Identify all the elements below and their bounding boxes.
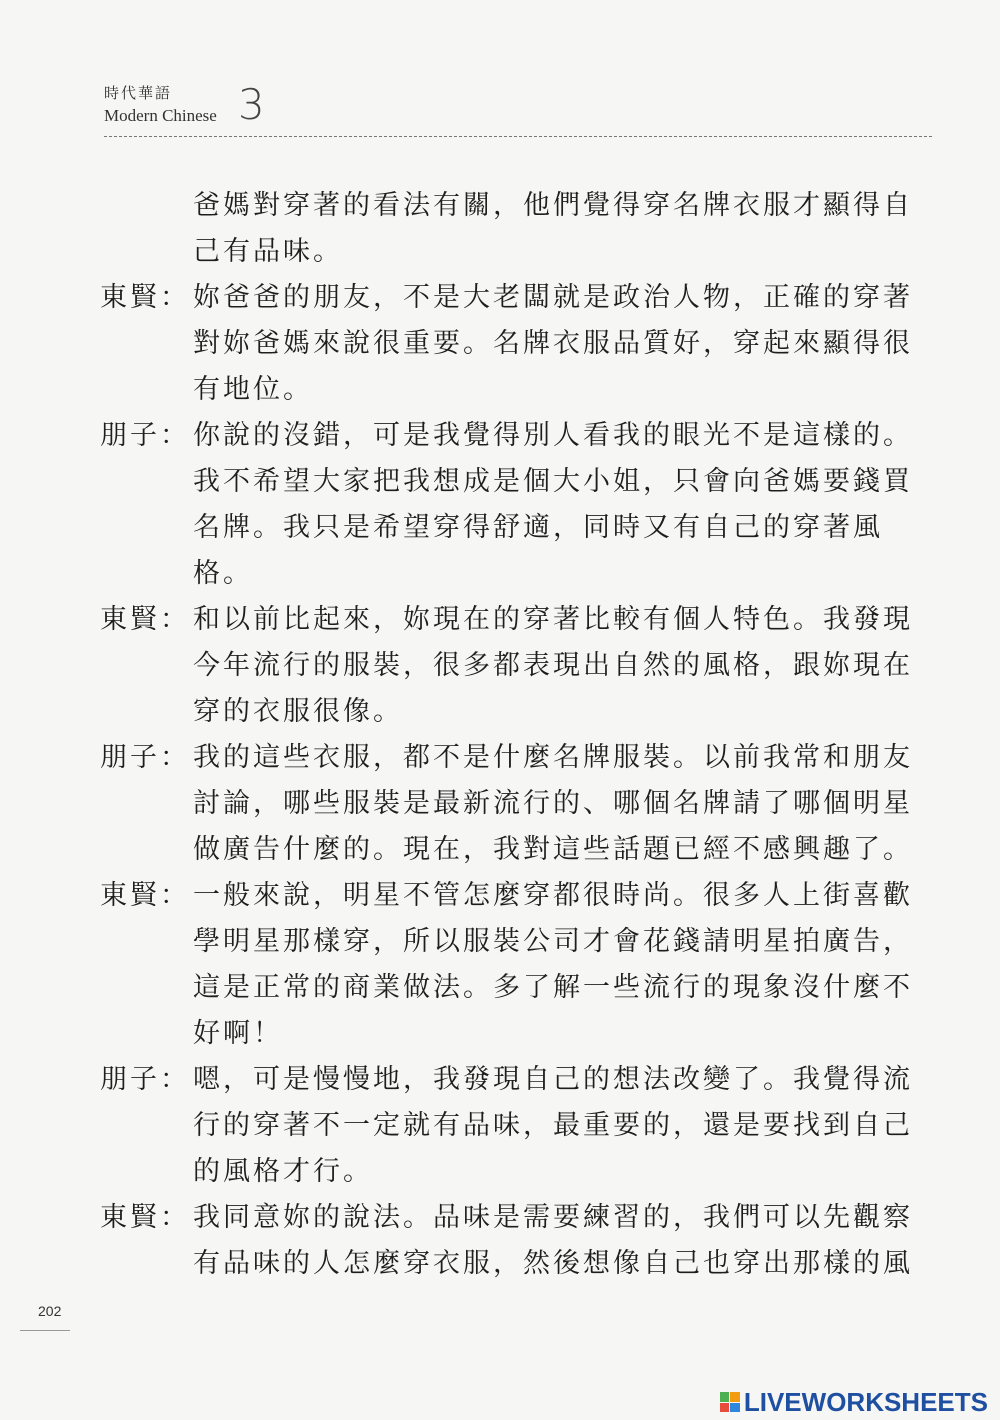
logo-square [730, 1392, 740, 1402]
header-divider [104, 136, 932, 137]
dialogue-line [100, 1057, 940, 1103]
speaker-name: 朋子： [100, 1064, 190, 1095]
logo-square [720, 1403, 730, 1413]
logo-square [720, 1392, 730, 1402]
dialogue-line-text: 行的穿著不一定就有品味，最重要的，還是要找到自己 [193, 1110, 913, 1141]
book-title-english: Modern Chinese [104, 106, 217, 125]
dialogue-turn [100, 873, 940, 1057]
dialogue-line [100, 413, 940, 459]
dialogue-line-text: 我不希望大家把我想成是個大小姐，只會向爸媽要錢買 [193, 466, 913, 497]
dialogue-line [100, 643, 940, 689]
dialogue-line-text: 好啊！ [193, 1018, 283, 1049]
speaker-name: 朋子： [100, 420, 190, 451]
dialogue-turn [100, 413, 940, 597]
dialogue-line [100, 1241, 940, 1287]
dialogue-line [100, 505, 940, 551]
dialogue-line [100, 1195, 940, 1241]
dialogue-line-text: 學明星那樣穿，所以服裝公司才會花錢請明星拍廣告， [193, 926, 913, 957]
dialogue-line [100, 1011, 940, 1057]
dialogue-turn [100, 275, 940, 413]
dialogue-line-text: 有地位。 [193, 374, 313, 405]
dialogue-line [100, 1149, 940, 1195]
dialogue-line [100, 459, 940, 505]
logo-square [730, 1403, 740, 1413]
dialogue-turn [100, 735, 940, 873]
dialogue-line-text: 討論，哪些服裝是最新流行的、哪個名牌請了哪個明星 [193, 788, 913, 819]
dialogue-line-text: 今年流行的服裝，很多都表現出自然的風格，跟妳現在 [193, 650, 913, 681]
dialogue-line-text: 爸媽對穿著的看法有關，他們覺得穿名牌衣服才顯得自 [193, 190, 913, 221]
brand-name: LIVEWORKSHEETS [743, 1386, 988, 1417]
dialogue-line [100, 321, 940, 367]
dialogue-line [100, 735, 940, 781]
dialogue-line-text: 的風格才行。 [193, 1156, 373, 1187]
volume-number: 3 [238, 80, 265, 129]
dialogue-line [100, 229, 940, 275]
dialogue-line-text: 對妳爸媽來說很重要。名牌衣服品質好，穿起來顯得很 [193, 328, 913, 359]
liveworksheets-logo-icon [720, 1392, 740, 1412]
dialogue-line-text: 穿的衣服很像。 [193, 696, 403, 727]
dialogue-line [100, 873, 940, 919]
dialogue-text [100, 183, 940, 1287]
dialogue-turn [100, 1057, 940, 1195]
dialogue-line [100, 275, 940, 321]
page-header [104, 82, 934, 142]
dialogue-line-text: 嗯，可是慢慢地，我發現自己的想法改變了。我覺得流 [193, 1064, 913, 1095]
speaker-name: 朋子： [100, 742, 190, 773]
dialogue-turn [100, 597, 940, 735]
dialogue-line-text: 這是正常的商業做法。多了解一些流行的現象沒什麼不 [193, 972, 913, 1003]
dialogue-line [100, 827, 940, 873]
dialogue-turn [100, 183, 940, 275]
dialogue-line [100, 183, 940, 229]
dialogue-line-text: 一般來說，明星不管怎麼穿都很時尚。很多人上街喜歡 [193, 880, 913, 911]
dialogue-line-text: 格。 [193, 558, 253, 589]
dialogue-line-text: 我的這些衣服，都不是什麼名牌服裝。以前我常和朋友 [193, 742, 913, 773]
dialogue-line-text: 名牌。我只是希望穿得舒適，同時又有自己的穿著風 [193, 512, 883, 543]
dialogue-line [100, 1103, 940, 1149]
liveworksheets-brand[interactable] [720, 1388, 988, 1416]
dialogue-line-text: 你說的沒錯，可是我覺得別人看我的眼光不是這樣的。 [193, 420, 913, 451]
footer-divider [20, 1330, 70, 1331]
dialogue-line [100, 965, 940, 1011]
dialogue-line [100, 781, 940, 827]
dialogue-line [100, 551, 940, 597]
dialogue-line-text: 和以前比起來，妳現在的穿著比較有個人特色。我發現 [193, 604, 913, 635]
dialogue-line [100, 689, 940, 735]
dialogue-turn [100, 1195, 940, 1287]
dialogue-line [100, 597, 940, 643]
speaker-name: 東賢： [100, 1202, 190, 1233]
dialogue-line-text: 己有品味。 [193, 236, 343, 267]
dialogue-line [100, 367, 940, 413]
book-title-chinese: 時代華語 [104, 84, 173, 102]
dialogue-line-text: 我同意妳的說法。品味是需要練習的，我們可以先觀察 [193, 1202, 913, 1233]
dialogue-line [100, 919, 940, 965]
dialogue-line-text: 做廣告什麼的。現在，我對這些話題已經不感興趣了。 [193, 834, 913, 865]
dialogue-line-text: 妳爸爸的朋友，不是大老闆就是政治人物，正確的穿著 [193, 282, 913, 313]
page-number: 202 [38, 1303, 62, 1319]
speaker-name: 東賢： [100, 880, 190, 911]
dialogue-line-text: 有品味的人怎麼穿衣服，然後想像自己也穿出那樣的風 [193, 1248, 913, 1279]
speaker-name: 東賢： [100, 604, 190, 635]
speaker-name: 東賢： [100, 282, 190, 313]
